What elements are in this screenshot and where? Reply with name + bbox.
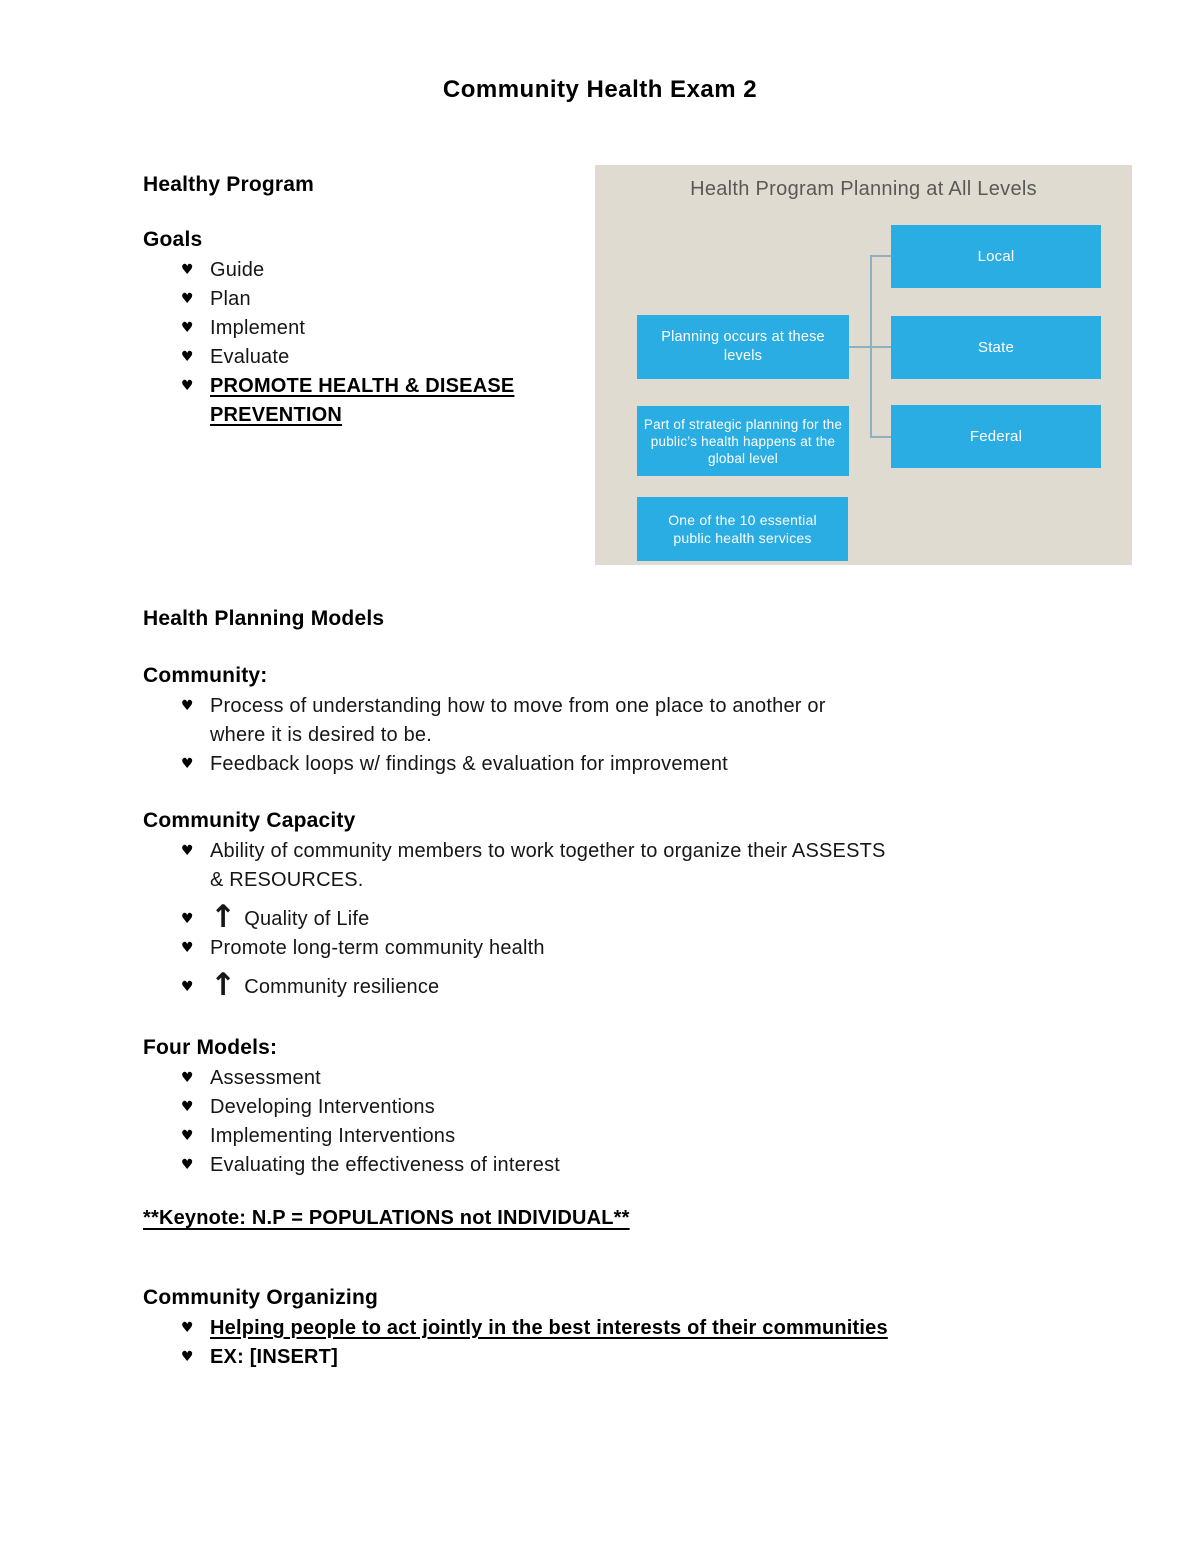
diagram-box-local: Local — [891, 225, 1101, 288]
capacity-bullet1-line1: Ability of community members to work together to organize their ASSESTS — [210, 840, 886, 862]
goal-text: Plan — [210, 288, 251, 310]
list-item — [143, 1064, 1143, 1093]
heart-bullet-icon: ♥ — [181, 291, 194, 307]
list-item — [143, 1151, 1143, 1180]
heart-bullet-icon: ♥ — [181, 911, 194, 927]
organizing-bullet-ex: EX: [INSERT] — [210, 1346, 338, 1368]
heart-bullet-icon: ♥ — [181, 1128, 194, 1144]
heart-bullet-icon: ♥ — [181, 320, 194, 336]
up-arrow-icon: ↑ — [210, 967, 237, 1003]
heart-bullet-icon: ♥ — [181, 756, 194, 772]
diagram-box-state: State — [891, 316, 1101, 379]
community-bullet1 — [210, 695, 826, 746]
list-item — [143, 314, 593, 343]
capacity-bullet1-line2: & RESOURCES. — [210, 869, 364, 891]
heart-bullet-icon: ♥ — [181, 378, 194, 394]
goal-text: Guide — [210, 259, 265, 281]
diagram-box-federal: Federal — [891, 405, 1101, 468]
healthy-program-heading: Healthy Program — [143, 173, 315, 196]
four-models-heading: Four Models: — [143, 1036, 278, 1059]
list-item — [143, 692, 1143, 750]
list-item — [143, 343, 593, 372]
list-item — [143, 750, 1143, 779]
community-bullet1-line2: where it is desired to be. — [210, 724, 432, 746]
list-item — [143, 967, 1143, 1003]
page-title: Community Health Exam 2 — [442, 76, 758, 103]
organizing-bullet-underlined: Helping people to act jointly in the best interests of their communities — [210, 1317, 888, 1339]
four-models-bullet: Implementing Interventions — [210, 1125, 456, 1147]
capacity-bullet1 — [210, 840, 886, 891]
goals-list — [143, 256, 593, 430]
heart-bullet-icon: ♥ — [181, 843, 194, 859]
heart-bullet-icon: ♥ — [181, 1320, 194, 1336]
health-program-planning-diagram — [595, 165, 1132, 565]
goal-emphasis-line2: PREVENTION — [210, 404, 343, 426]
list-item — [143, 1314, 1143, 1343]
heart-bullet-icon: ♥ — [181, 1349, 194, 1365]
heart-bullet-icon: ♥ — [181, 1099, 194, 1115]
community-organizing-heading: Community Organizing — [143, 1286, 378, 1309]
heart-bullet-icon: ♥ — [181, 1070, 194, 1086]
heart-bullet-icon: ♥ — [181, 349, 194, 365]
four-models-list — [143, 1064, 1143, 1180]
heart-bullet-icon: ♥ — [181, 940, 194, 956]
community-capacity-list — [143, 837, 1143, 1002]
community-capacity-heading: Community Capacity — [143, 809, 356, 832]
list-item — [143, 1093, 1143, 1122]
list-item — [143, 372, 593, 430]
diagram-box-essential: One of the 10 essential public health services — [637, 497, 848, 561]
keynote-text: **Keynote: N.P = POPULATIONS not INDIVIDUAL** — [143, 1207, 630, 1229]
capacity-bullet3: Promote long-term community health — [210, 937, 545, 959]
diagram-box-strategic: Part of strategic planning for the public’s health happens at the global level — [637, 406, 849, 476]
goal-emphasis-text — [210, 375, 514, 426]
goal-text: Implement — [210, 317, 306, 339]
up-arrow-icon: ↑ — [210, 899, 237, 935]
list-item — [143, 256, 593, 285]
list-item — [143, 1122, 1143, 1151]
spacer — [143, 198, 593, 227]
four-models-bullet: Assessment — [210, 1067, 321, 1089]
diagram-title: Health Program Planning at All Levels — [690, 178, 1037, 200]
heart-bullet-icon: ♥ — [181, 262, 194, 278]
main-notes-section — [143, 606, 1143, 1372]
goal-emphasis-line1: PROMOTE HEALTH & DISEASE — [210, 375, 515, 397]
list-item — [143, 899, 1143, 935]
connector-line — [872, 255, 891, 257]
diagram-box-planning: Planning occurs at these levels — [637, 315, 849, 379]
health-planning-models-heading: Health Planning Models — [143, 607, 385, 630]
four-models-bullet: Developing Interventions — [210, 1096, 435, 1118]
heart-bullet-icon: ♥ — [181, 698, 194, 714]
goal-text: Evaluate — [210, 346, 290, 368]
list-item — [143, 1343, 1143, 1372]
connector-line — [872, 436, 891, 438]
list-item — [143, 934, 1143, 963]
community-heading: Community: — [143, 664, 268, 687]
connector-line — [870, 255, 872, 438]
healthy-program-section — [143, 172, 593, 430]
capacity-bullet4: Community resilience — [244, 976, 440, 998]
four-models-bullet: Evaluating the effectiveness of interest — [210, 1154, 561, 1176]
goals-heading: Goals — [143, 228, 203, 251]
community-list — [143, 692, 1143, 779]
heart-bullet-icon: ♥ — [181, 1157, 194, 1173]
community-bullet1-line1: Process of understanding how to move from one place to another or — [210, 695, 826, 717]
list-item — [143, 285, 593, 314]
community-bullet2: Feedback loops w/ findings & evaluation for improvement — [210, 753, 728, 775]
capacity-bullet2: Quality of Life — [244, 908, 370, 930]
community-organizing-list — [143, 1314, 1143, 1372]
heart-bullet-icon: ♥ — [181, 979, 194, 995]
list-item — [143, 837, 1143, 895]
